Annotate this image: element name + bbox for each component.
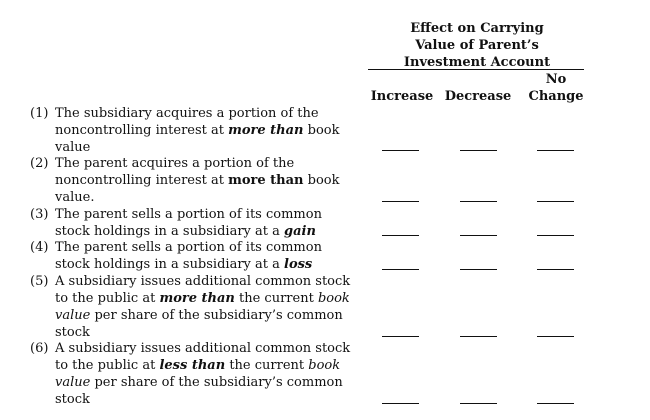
statement-text-segment: The parent sells a portion of its common stock holdings in a subsidiary at a (55, 240, 322, 272)
statement-text (55, 239, 355, 273)
statement-text-segment: more than (228, 123, 304, 138)
answer-blank-3-decrease[interactable] (460, 235, 497, 236)
statement-text-segment: more than (228, 173, 304, 188)
statement-text-segment: per share of the subsidiary’s common stock (55, 308, 343, 340)
statement-number: (4) (30, 240, 49, 255)
statement-text (55, 206, 355, 240)
title-line-3: Investment Account (403, 55, 551, 70)
title-line-2: Value of Parent’s (415, 38, 539, 53)
statement-text-segment: book value (55, 291, 350, 323)
statement-text-segment: The subsidiary acquires a portion of the noncontrolling interest at (55, 106, 319, 138)
answer-blank-3-increase[interactable] (382, 235, 419, 236)
answer-blank-2-increase[interactable] (382, 201, 419, 202)
statement-text-segment: A subsidiary issues additional common stock to the public at (55, 274, 351, 306)
answer-blank-6-increase[interactable] (382, 403, 419, 404)
title-line-1: Effect on Carrying (410, 21, 544, 36)
answer-blank-3-no-change[interactable] (537, 235, 574, 236)
statement-text-segment: book value. (55, 173, 340, 205)
column-header-decrease: Decrease (444, 89, 512, 104)
column-group-title (370, 20, 584, 71)
statement-text-segment: per share of the subsidiary’s common stock (55, 375, 343, 407)
header-underline (368, 69, 584, 70)
answer-blank-1-increase[interactable] (382, 150, 419, 151)
statement-text-segment: The parent acquires a portion of the noncontrolling interest at (55, 156, 295, 188)
answer-blank-4-increase[interactable] (382, 269, 419, 270)
no-change-line-2: Change (528, 89, 584, 104)
statement-number: (3) (30, 207, 49, 222)
column-header-increase: Increase (370, 89, 434, 104)
statement-text (55, 273, 355, 341)
no-change-line-1: No (545, 72, 567, 87)
statement-text-segment: the current (225, 358, 309, 373)
statement-text-segment: the current (234, 291, 318, 306)
statement-text-segment: gain (284, 224, 316, 239)
statement-text (55, 105, 355, 156)
answer-blank-4-decrease[interactable] (460, 269, 497, 270)
statement-text-segment: The parent sells a portion of its common stock holdings in a subsidiary at a (55, 207, 322, 239)
statement-text (55, 340, 355, 408)
statement-text-segment: more than (159, 291, 235, 306)
answer-blank-1-decrease[interactable] (460, 150, 497, 151)
answer-blank-1-no-change[interactable] (537, 150, 574, 151)
statement-text-segment: less than (159, 358, 226, 373)
answer-blank-6-decrease[interactable] (460, 403, 497, 404)
statement-text-segment: book value (55, 358, 341, 390)
statement-text-segment: loss (284, 257, 313, 272)
statement-number: (1) (30, 106, 49, 121)
answer-blank-6-no-change[interactable] (537, 403, 574, 404)
answer-blank-2-no-change[interactable] (537, 201, 574, 202)
answer-blank-4-no-change[interactable] (537, 269, 574, 270)
statement-number: (5) (30, 274, 49, 289)
statement-text-segment: book value (55, 123, 340, 155)
statement-text (55, 155, 355, 206)
column-header-no-change (525, 71, 587, 105)
answer-blank-2-decrease[interactable] (460, 201, 497, 202)
statement-number: (2) (30, 156, 49, 171)
answer-blank-5-decrease[interactable] (460, 336, 497, 337)
answer-blank-5-increase[interactable] (382, 336, 419, 337)
answer-blank-5-no-change[interactable] (537, 336, 574, 337)
statement-number: (6) (30, 341, 49, 356)
statement-text-segment: A subsidiary issues additional common stock to the public at (55, 341, 351, 373)
